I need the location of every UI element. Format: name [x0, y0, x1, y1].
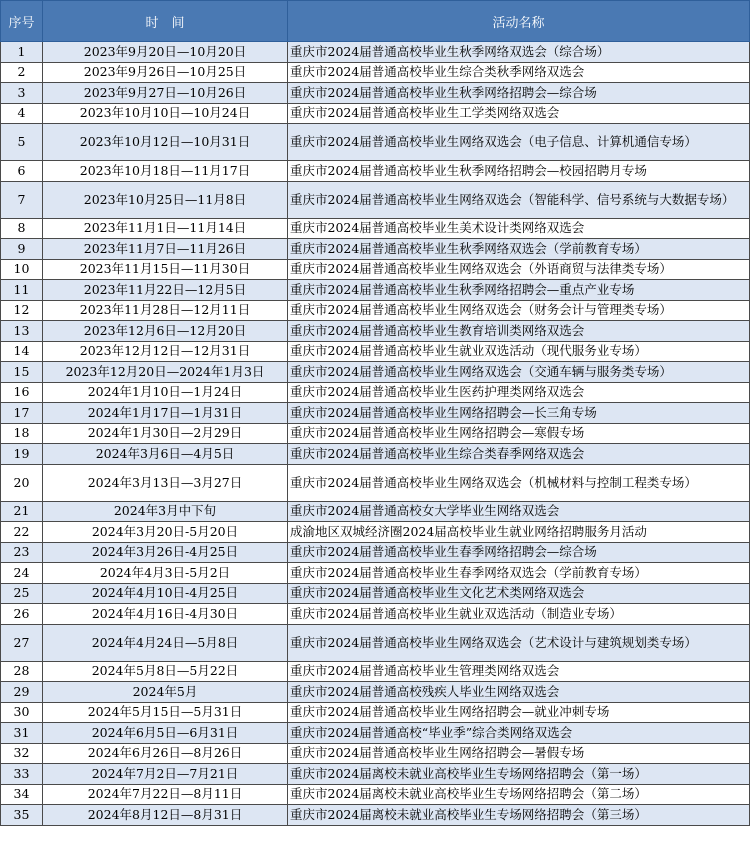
cell-time: 2024年3月26日-4月25日: [43, 542, 288, 563]
cell-time: 2023年11月1日—11月14日: [43, 218, 288, 239]
cell-no: 14: [1, 341, 43, 362]
cell-name: 重庆市2024届普通高校毕业生秋季网络双选会（综合场）: [288, 42, 750, 63]
cell-no: 24: [1, 563, 43, 584]
cell-name: 重庆市2024届普通高校毕业生网络双选会（外语商贸与法律类专场）: [288, 259, 750, 280]
cell-name: 重庆市2024届普通高校毕业生就业双选活动（制造业专场）: [288, 604, 750, 625]
cell-time: 2023年12月6日—12月20日: [43, 321, 288, 342]
cell-name: 重庆市2024届普通高校毕业生管理类网络双选会: [288, 661, 750, 682]
cell-no: 28: [1, 661, 43, 682]
cell-name: 重庆市2024届离校未就业高校毕业生专场网络招聘会（第一场）: [288, 764, 750, 785]
cell-name: 重庆市2024届普通高校毕业生就业双选活动（现代服务业专场）: [288, 341, 750, 362]
table-row: [1, 604, 750, 625]
cell-no: 19: [1, 444, 43, 465]
cell-time: 2023年9月26日—10月25日: [43, 62, 288, 83]
table-row: [1, 661, 750, 682]
cell-name: 重庆市2024届普通高校毕业生网络双选会（财务会计与管理类专场）: [288, 300, 750, 321]
cell-time: 2024年5月15日—5月31日: [43, 702, 288, 723]
cell-name: 重庆市2024届普通高校毕业生文化艺术类网络双选会: [288, 583, 750, 604]
cell-no: 23: [1, 542, 43, 563]
cell-time: 2024年5月8日—5月22日: [43, 661, 288, 682]
cell-no: 15: [1, 362, 43, 383]
cell-name: 重庆市2024届普通高校毕业生医药护理类网络双选会: [288, 382, 750, 403]
cell-time: 2023年11月22日—12月5日: [43, 280, 288, 301]
table-row: [1, 280, 750, 301]
cell-time: 2024年1月17日—1月31日: [43, 403, 288, 424]
cell-no: 27: [1, 624, 43, 661]
cell-no: 30: [1, 702, 43, 723]
cell-time: 2023年11月7日—11月26日: [43, 239, 288, 260]
cell-time: 2023年11月28日—12月11日: [43, 300, 288, 321]
cell-time: 2024年6月5日—6月31日: [43, 723, 288, 744]
table-row: [1, 805, 750, 826]
cell-no: 29: [1, 682, 43, 703]
cell-name: 重庆市2024届普通高校毕业生工学类网络双选会: [288, 103, 750, 124]
table-row: [1, 444, 750, 465]
cell-name: 重庆市2024届普通高校“毕业季”综合类网络双选会: [288, 723, 750, 744]
cell-time: 2024年3月13日—3月27日: [43, 464, 288, 501]
cell-time: 2023年10月18日—11月17日: [43, 161, 288, 182]
table-row: [1, 181, 750, 218]
cell-no: 2: [1, 62, 43, 83]
header-name: 活动名称: [288, 1, 750, 42]
table-row: [1, 784, 750, 805]
cell-name: 重庆市2024届普通高校毕业生综合类春季网络双选会: [288, 444, 750, 465]
cell-name: 重庆市2024届普通高校毕业生网络招聘会—长三角专场: [288, 403, 750, 424]
header-time: 时 间: [43, 1, 288, 42]
table-row: [1, 403, 750, 424]
cell-time: 2024年1月30日—2月29日: [43, 423, 288, 444]
cell-name: 重庆市2024届离校未就业高校毕业生专场网络招聘会（第三场）: [288, 805, 750, 826]
cell-time: 2024年3月20日-5月20日: [43, 522, 288, 543]
cell-no: 9: [1, 239, 43, 260]
header-no: 序号: [1, 1, 43, 42]
table-row: [1, 124, 750, 161]
table-row: [1, 161, 750, 182]
table-row: [1, 423, 750, 444]
table-row: [1, 743, 750, 764]
cell-no: 3: [1, 83, 43, 104]
cell-no: 22: [1, 522, 43, 543]
cell-no: 5: [1, 124, 43, 161]
cell-time: 2024年7月2日—7月21日: [43, 764, 288, 785]
cell-name: 重庆市2024届普通高校毕业生网络双选会（机械材料与控制工程类专场）: [288, 464, 750, 501]
table-row: [1, 382, 750, 403]
cell-no: 34: [1, 784, 43, 805]
cell-name: 成渝地区双城经济圈2024届高校毕业生就业网络招聘服务月活动: [288, 522, 750, 543]
table-row: [1, 103, 750, 124]
cell-name: 重庆市2024届普通高校毕业生网络招聘会—就业冲刺专场: [288, 702, 750, 723]
cell-name: 重庆市2024届普通高校毕业生网络招聘会—寒假专场: [288, 423, 750, 444]
table-row: [1, 62, 750, 83]
table-row: [1, 83, 750, 104]
cell-time: 2024年4月10日-4月25日: [43, 583, 288, 604]
cell-name: 重庆市2024届普通高校毕业生美术设计类网络双选会: [288, 218, 750, 239]
cell-no: 31: [1, 723, 43, 744]
cell-no: 7: [1, 181, 43, 218]
cell-time: 2023年9月20日—10月20日: [43, 42, 288, 63]
cell-time: 2024年3月6日—4月5日: [43, 444, 288, 465]
table-row: [1, 723, 750, 744]
table-row: [1, 542, 750, 563]
cell-name: 重庆市2024届普通高校毕业生秋季网络招聘会—综合场: [288, 83, 750, 104]
cell-no: 33: [1, 764, 43, 785]
cell-name: 重庆市2024届普通高校女大学毕业生网络双选会: [288, 501, 750, 522]
table-row: [1, 682, 750, 703]
cell-time: 2023年10月10日—10月24日: [43, 103, 288, 124]
cell-name: 重庆市2024届离校未就业高校毕业生专场网络招聘会（第二场）: [288, 784, 750, 805]
cell-time: 2024年8月12日—8月31日: [43, 805, 288, 826]
cell-time: 2024年4月16日-4月30日: [43, 604, 288, 625]
table-row: [1, 764, 750, 785]
table-row: [1, 563, 750, 584]
cell-name: 重庆市2024届普通高校毕业生秋季网络双选会（学前教育专场）: [288, 239, 750, 260]
table-row: [1, 501, 750, 522]
cell-time: 2023年10月12日—10月31日: [43, 124, 288, 161]
cell-time: 2023年9月27日—10月26日: [43, 83, 288, 104]
cell-name: 重庆市2024届普通高校毕业生秋季网络招聘会—校园招聘月专场: [288, 161, 750, 182]
table-row: [1, 218, 750, 239]
cell-name: 重庆市2024届普通高校毕业生综合类秋季网络双选会: [288, 62, 750, 83]
cell-name: 重庆市2024届普通高校毕业生网络双选会（交通车辆与服务类专场）: [288, 362, 750, 383]
table-row: [1, 300, 750, 321]
cell-no: 21: [1, 501, 43, 522]
table-row: [1, 583, 750, 604]
cell-time: 2023年12月20日—2024年1月3日: [43, 362, 288, 383]
cell-name: 重庆市2024届普通高校毕业生网络双选会（艺术设计与建筑规划类专场）: [288, 624, 750, 661]
cell-name: 重庆市2024届普通高校毕业生秋季网络招聘会—重点产业专场: [288, 280, 750, 301]
table-row: [1, 362, 750, 383]
cell-no: 10: [1, 259, 43, 280]
cell-no: 25: [1, 583, 43, 604]
cell-no: 35: [1, 805, 43, 826]
table-row: [1, 464, 750, 501]
table-row: [1, 259, 750, 280]
cell-time: 2024年3月中下旬: [43, 501, 288, 522]
cell-no: 11: [1, 280, 43, 301]
cell-time: 2024年4月3日-5月2日: [43, 563, 288, 584]
cell-name: 重庆市2024届普通高校毕业生春季网络双选会（学前教育专场）: [288, 563, 750, 584]
cell-no: 13: [1, 321, 43, 342]
cell-no: 26: [1, 604, 43, 625]
cell-no: 8: [1, 218, 43, 239]
cell-no: 16: [1, 382, 43, 403]
table-row: [1, 239, 750, 260]
cell-no: 12: [1, 300, 43, 321]
cell-time: 2023年12月12日—12月31日: [43, 341, 288, 362]
cell-time: 2024年1月10日—1月24日: [43, 382, 288, 403]
cell-name: 重庆市2024届普通高校残疾人毕业生网络双选会: [288, 682, 750, 703]
cell-time: 2024年5月: [43, 682, 288, 703]
table-row: [1, 624, 750, 661]
table-header-row: [1, 1, 750, 42]
cell-name: 重庆市2024届普通高校毕业生网络双选会（智能科学、信号系统与大数据专场）: [288, 181, 750, 218]
cell-time: 2024年6月26日—8月26日: [43, 743, 288, 764]
cell-time: 2023年11月15日—11月30日: [43, 259, 288, 280]
table-row: [1, 42, 750, 63]
table-body: [1, 42, 750, 826]
cell-no: 1: [1, 42, 43, 63]
table-row: [1, 341, 750, 362]
cell-no: 17: [1, 403, 43, 424]
cell-time: 2023年10月25日—11月8日: [43, 181, 288, 218]
table-row: [1, 321, 750, 342]
table-row: [1, 702, 750, 723]
cell-no: 18: [1, 423, 43, 444]
cell-name: 重庆市2024届普通高校毕业生春季网络招聘会—综合场: [288, 542, 750, 563]
cell-no: 4: [1, 103, 43, 124]
cell-name: 重庆市2024届普通高校毕业生网络招聘会—暑假专场: [288, 743, 750, 764]
cell-no: 6: [1, 161, 43, 182]
cell-name: 重庆市2024届普通高校毕业生网络双选会（电子信息、计算机通信专场）: [288, 124, 750, 161]
cell-name: 重庆市2024届普通高校毕业生教育培训类网络双选会: [288, 321, 750, 342]
table-row: [1, 522, 750, 543]
cell-time: 2024年7月22日—8月11日: [43, 784, 288, 805]
cell-time: 2024年4月24日—5月8日: [43, 624, 288, 661]
cell-no: 20: [1, 464, 43, 501]
cell-no: 32: [1, 743, 43, 764]
